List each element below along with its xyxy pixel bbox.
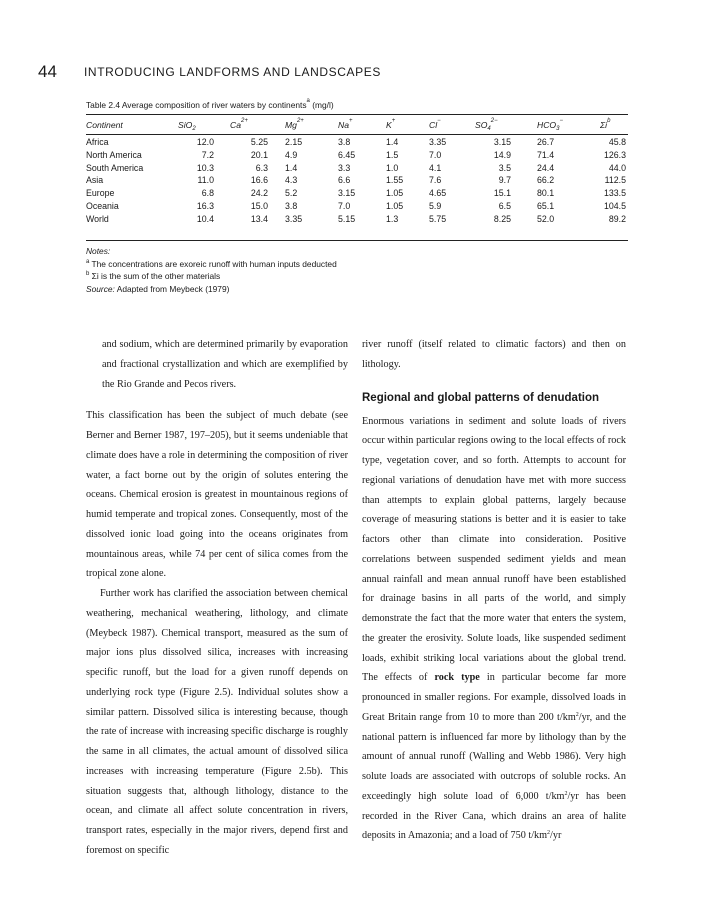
header-na [338,120,353,130]
cell-hco3: 52.0 [537,213,555,224]
cell-sio2: 10.3 [196,162,214,173]
cell-continent: World [86,213,109,224]
cell-sum: 126.3 [603,149,626,160]
cell-hco3: 71.4 [537,149,555,160]
paragraph: This classification has been the subject of much debate (see Berner and Berner 1987, 197–205), but it seems undeniable that climate does have a role in determining the composition of river water, a fact borne out by the origin of solutes entering the oceans. Chemical erosion is greatest in mountainous regions of humid temperate and tropical zones. Consequently, most of the dissolved ionic load going into the oceans originates from mountainous areas, while 74 per cent of silica comes from the tropical zone alone. [86,410,348,580]
cell-na: 6.45 [338,149,356,160]
header-so4 [475,120,498,130]
page-header [38,62,678,88]
cell-na: 6.6 [338,175,351,186]
block-quote: and sodium, which are determined primarily by evaporation and fractional crystallization and which are exemplified by the Rio Grande and Pecos rivers. [102,339,348,390]
header-ca-sup: 2+ [241,118,248,124]
cell-continent: Europe [86,188,115,199]
cell-na: 7.0 [338,200,351,211]
cell-hco3: 66.2 [537,175,555,186]
cell-so4: 8.25 [493,213,511,224]
cell-so4: 6.5 [498,200,511,211]
composition-table [86,100,628,295]
header-continent: Continent [86,120,123,130]
cell-k: 1.05 [386,188,404,199]
note-b-mark: b [86,271,90,277]
cell-k: 1.05 [386,200,404,211]
table-header-row [86,115,628,134]
cell-hco3: 65.1 [537,200,555,211]
superscript: 2 [547,830,551,837]
note-b-text: is the sum of the other materials [101,271,221,281]
cell-mg: 4.9 [285,149,298,160]
cell-sum: 104.5 [603,200,626,211]
right-column [362,335,626,846]
header-k [386,120,395,130]
cell-hco3: 24.4 [537,162,555,173]
header-so4-sub: 4 [487,126,491,132]
table-row [86,201,628,214]
header-ca [230,120,248,130]
cell-continent: South America [86,162,144,173]
paragraph-text: /yr, and the national pattern is influenced far more by lithology than by the amount of annual runoff (Walling and Webb 1986). Very high solute loads are associated with outcrops of soluble rocks. An exceedingly high solute load of 6,000 t/km [362,711,626,802]
header-mg [285,120,304,130]
cell-sum: 133.5 [603,188,626,199]
note-b [86,270,628,283]
cell-sio2: 10.4 [196,213,214,224]
cell-ca: 15.0 [250,200,268,211]
cell-sum: 45.8 [608,137,626,147]
cell-mg: 3.8 [285,200,298,211]
key-term: rock type [434,672,480,684]
page-number: 44 [38,62,57,81]
table-source [86,283,628,296]
header-sum [600,120,610,130]
cell-cl: 4.65 [429,188,447,199]
cell-k: 1.3 [386,213,399,224]
cell-na: 3.3 [338,162,351,173]
paragraph-text: in particular become far more pronounced in smaller regions. For example, dissolved loads in Great Britain range from 10 to more than 200 t/km [362,672,626,723]
paragraph-text: Enormous variations in sediment and solute loads of rivers occur within particular regions owing to the local effects of rock type, vegetation cover, and so forth. Attempts to account for regional variations of denudation have met with more success than attempts to explain global patterns, largely because coverage of measuring stations is better and it is easier to take factors other than climate into consideration. Positive correlations between suspended sediment yields and mean annual rainfall and mean annual runoff have been established for drainage basins in all parts of the world, and simply demonstrate the fact that the more water that enters the system, the greater the erosivity. Solute loads, like suspended sediment loads, exhibit striking local variations about the global trend. The effects of [362,415,626,684]
paragraph-text: /yr [550,830,562,842]
cell-sio2: 11.0 [197,175,214,186]
table-row [86,175,628,188]
header-sum-sup: b [607,118,611,124]
note-b-symbol: Σi [91,271,99,281]
cell-so4: 3.15 [493,137,511,147]
table-row [86,150,628,163]
cell-na: 3.15 [338,188,356,199]
table-row [86,137,628,150]
paragraph-text: /yr has been recorded in the River Cana, which drains an area of halite deposits in Amazonia; and a load of 750 t/km [362,790,626,842]
superscript: 2 [564,790,568,797]
cell-mg: 3.35 [285,213,303,224]
caption-prefix: Table 2.4 [86,100,120,110]
cell-ca: 20.1 [250,149,268,160]
header-na-base: Na [338,120,349,130]
superscript: 2 [575,711,579,718]
header-sio2 [178,120,196,130]
notes-label: Notes: [86,246,111,256]
cell-sum: 112.5 [604,175,626,186]
cell-mg: 5.2 [285,188,298,199]
header-hco3-sub: 3 [556,126,560,132]
header-k-base: K [386,120,392,130]
table-caption [86,100,628,114]
caption-text: Average composition of river waters by continents [121,100,307,110]
caption-units: (mg/l) [312,100,334,110]
cell-ca: 6.3 [255,162,268,173]
cell-k: 1.4 [386,137,399,147]
cell-k: 1.0 [386,162,399,173]
header-so4-sup: 2− [490,118,498,124]
source-text: Adapted from Meybeck (1979) [116,283,230,294]
cell-sio2: 16.3 [196,200,214,211]
cell-hco3: 80.1 [537,188,555,199]
header-hco3 [537,120,563,130]
table-notes [86,245,628,295]
cell-continent: Africa [86,137,109,147]
cell-so4: 3.5 [498,162,511,173]
header-mg-base: Mg [285,120,297,130]
running-title: INTRODUCING LANDFORMS AND LANDSCAPES [84,65,381,79]
cell-cl: 5.9 [429,200,442,211]
paragraph [362,412,626,847]
cell-continent: Asia [86,175,104,186]
cell-na: 5.15 [338,213,356,224]
table-body [86,135,628,240]
cell-mg: 2.15 [285,137,303,147]
cell-cl: 3.35 [429,137,447,147]
cell-so4: 9.7 [498,175,511,186]
cell-na: 3.8 [338,137,351,147]
cell-ca: 24.2 [250,188,268,199]
cell-sio2: 12.0 [196,137,214,147]
cell-ca: 5.25 [250,137,268,147]
paragraph: Further work has clarified the association between chemical weathering, mechanical weathering, lithology, and climate (Meybeck 1987). Chemical transport, measured as the sum of major ions plus dissolved silica, increases with increasing specific runoff, but the load for a given runoff depends on underlying rock type (Figure 2.5). Individual solutes show a similar pattern. Dissolved silica is interesting because, though the rate of increase with increasing specific discharge is roughly the same in all climates, the actual amount of dissolved silica increases with increasing temperature (Figure 2.5b). This situation suggests that, although lithology, distance to the ocean, and climate all affect solute concentration in rivers, transport rates, especially in the major rivers, depend first and foremost on specific [86,588,348,856]
header-sio2-sub: 2 [192,126,196,132]
table-bottom-rule [86,240,628,241]
cell-cl: 7.0 [429,149,442,160]
header-hco3-sup: − [559,118,563,124]
cell-k: 1.5 [386,149,399,160]
header-k-sup: + [391,118,396,124]
caption-footnote-mark: a [306,98,310,104]
left-column [86,335,348,861]
table-row [86,163,628,176]
header-cl-base: Cl [429,120,438,130]
cell-cl: 7.6 [429,175,442,186]
cell-sum: 89.2 [608,213,626,224]
cell-so4: 15.1 [493,188,511,199]
cell-hco3: 26.7 [537,137,555,147]
header-sum-base: Σi [600,120,608,130]
cell-cl: 5.75 [429,213,447,224]
table-row [86,214,628,227]
cell-mg: 4.3 [285,175,298,186]
header-hco3-base: HCO [537,120,557,130]
cell-so4: 14.9 [493,149,511,160]
table-row [86,188,628,201]
note-a [86,258,628,271]
cell-ca: 16.6 [250,175,268,186]
header-na-sup: + [349,118,353,124]
cell-sio2: 6.8 [201,188,214,199]
header-mg-sup: 2+ [296,118,304,124]
paragraph: river runoff (itself related to climatic factors) and then on lithology. [362,339,626,370]
cell-ca: 13.4 [250,213,268,224]
cell-k: 1.55 [386,175,404,186]
cell-continent: Oceania [86,200,119,211]
note-a-text: The concentrations are exoreic runoff with human inputs deducted [91,258,337,269]
header-cl-sup: − [437,118,441,124]
header-cl [429,120,441,130]
cell-mg: 1.4 [285,162,298,173]
cell-cl: 4.1 [429,162,442,173]
cell-continent: North America [86,149,142,160]
note-a-mark: a [86,258,90,265]
header-ca-base: Ca [230,120,241,130]
cell-sio2: 7.2 [201,149,214,160]
header-sio2-base: SiO [178,120,193,130]
cell-sum: 44.0 [608,162,626,173]
section-heading: Regional and global patterns of denudation [362,391,600,404]
header-so4-base: SO [475,120,488,130]
source-label: Source: [86,283,115,294]
